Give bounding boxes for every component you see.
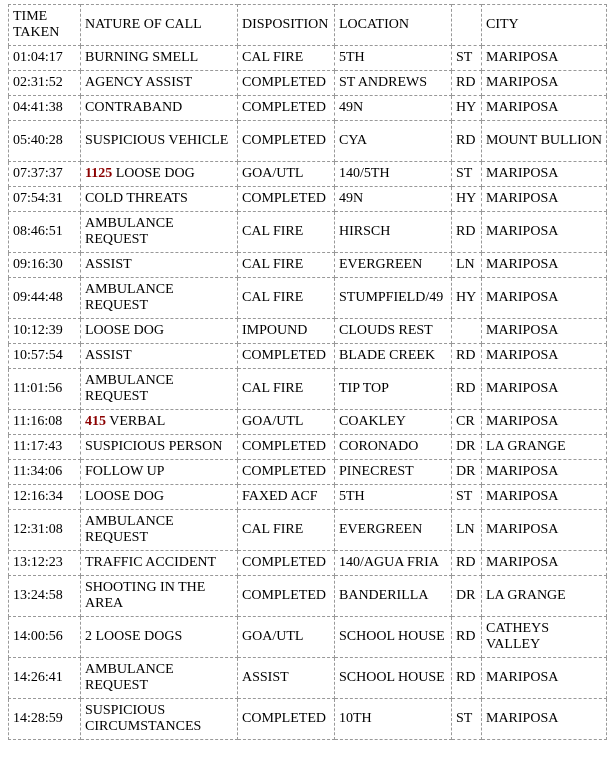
city-cell: MARIPOSA xyxy=(482,212,607,253)
suffix-cell: DR xyxy=(452,435,482,460)
city-cell: MARIPOSA xyxy=(482,319,607,344)
disposition-cell: CAL FIRE xyxy=(238,510,335,551)
nature-cell xyxy=(81,96,238,121)
nature-text: SHOOTING IN THE AREA xyxy=(85,580,206,611)
suffix-cell: ST xyxy=(452,699,482,740)
disposition-cell: IMPOUND xyxy=(238,319,335,344)
city-cell: MARIPOSA xyxy=(482,278,607,319)
location-cell: 5TH xyxy=(335,485,452,510)
time-cell: 14:00:56 xyxy=(9,617,81,658)
nature-text: AGENCY ASSIST xyxy=(85,75,193,90)
location-cell: CORONADO xyxy=(335,435,452,460)
column-header-city: CITY xyxy=(482,5,607,46)
nature-cell xyxy=(81,71,238,96)
nature-cell xyxy=(81,46,238,71)
location-cell: SCHOOL HOUSE xyxy=(335,658,452,699)
suffix-cell: ST xyxy=(452,46,482,71)
suffix-cell: CR xyxy=(452,410,482,435)
nature-text: LOOSE DOG xyxy=(85,489,164,504)
city-cell: MARIPOSA xyxy=(482,369,607,410)
suffix-cell: RD xyxy=(452,369,482,410)
city-cell: MARIPOSA xyxy=(482,485,607,510)
time-cell: 05:40:28 xyxy=(9,121,81,162)
disposition-cell: COMPLETED xyxy=(238,576,335,617)
time-cell: 14:26:41 xyxy=(9,658,81,699)
location-cell: 140/AGUA FRIA xyxy=(335,551,452,576)
city-cell: MARIPOSA xyxy=(482,162,607,187)
suffix-cell: RD xyxy=(452,617,482,658)
nature-cell xyxy=(81,485,238,510)
disposition-cell: GOA/UTL xyxy=(238,617,335,658)
nature-text: AMBULANCE REQUEST xyxy=(85,373,174,404)
table-row xyxy=(9,278,607,319)
city-cell: MARIPOSA xyxy=(482,96,607,121)
location-cell: BANDERILLA xyxy=(335,576,452,617)
disposition-cell: ASSIST xyxy=(238,658,335,699)
time-cell: 10:12:39 xyxy=(9,319,81,344)
location-cell: BLADE CREEK xyxy=(335,344,452,369)
location-cell: EVERGREEN xyxy=(335,253,452,278)
suffix-cell: DR xyxy=(452,576,482,617)
time-cell: 11:34:06 xyxy=(9,460,81,485)
header-row xyxy=(9,5,607,46)
call-log-table xyxy=(8,4,607,740)
city-cell: LA GRANGE xyxy=(482,435,607,460)
nature-text: LOOSE DOG xyxy=(115,166,195,181)
suffix-cell: RD xyxy=(452,212,482,253)
time-cell: 01:04:17 xyxy=(9,46,81,71)
disposition-cell: CAL FIRE xyxy=(238,253,335,278)
location-cell: 140/5TH xyxy=(335,162,452,187)
suffix-cell: HY xyxy=(452,278,482,319)
nature-cell xyxy=(81,551,238,576)
table-row xyxy=(9,319,607,344)
disposition-cell: CAL FIRE xyxy=(238,212,335,253)
suffix-cell: RD xyxy=(452,658,482,699)
city-cell: MARIPOSA xyxy=(482,253,607,278)
disposition-cell: CAL FIRE xyxy=(238,46,335,71)
time-cell: 10:57:54 xyxy=(9,344,81,369)
table-row xyxy=(9,46,607,71)
nature-cell xyxy=(81,121,238,162)
disposition-cell: COMPLETED xyxy=(238,435,335,460)
nature-cell xyxy=(81,187,238,212)
location-cell: 10TH xyxy=(335,699,452,740)
nature-cell xyxy=(81,253,238,278)
disposition-cell: CAL FIRE xyxy=(238,369,335,410)
nature-text: CONTRABAND xyxy=(85,100,183,115)
nature-cell xyxy=(81,344,238,369)
city-cell: MARIPOSA xyxy=(482,410,607,435)
time-cell: 11:17:43 xyxy=(9,435,81,460)
nature-cell xyxy=(81,319,238,344)
time-cell: 12:16:34 xyxy=(9,485,81,510)
disposition-cell: COMPLETED xyxy=(238,187,335,212)
time-cell: 14:28:59 xyxy=(9,699,81,740)
time-cell: 11:16:08 xyxy=(9,410,81,435)
table-row xyxy=(9,187,607,212)
suffix-cell: ST xyxy=(452,485,482,510)
table-row xyxy=(9,253,607,278)
disposition-cell: GOA/UTL xyxy=(238,162,335,187)
location-cell: STUMPFIELD/49 xyxy=(335,278,452,319)
nature-text: LOOSE DOG xyxy=(85,323,164,338)
location-cell: CYA xyxy=(335,121,452,162)
time-cell: 13:24:58 xyxy=(9,576,81,617)
column-header-nature: NATURE OF CALL xyxy=(81,5,238,46)
nature-text: ASSIST xyxy=(85,257,132,272)
city-cell: MARIPOSA xyxy=(482,46,607,71)
time-cell: 09:16:30 xyxy=(9,253,81,278)
nature-text: VERBAL xyxy=(109,414,166,429)
suffix-cell: RD xyxy=(452,551,482,576)
nature-text: AMBULANCE REQUEST xyxy=(85,662,174,693)
nature-text: FOLLOW UP xyxy=(85,464,165,479)
table-row xyxy=(9,551,607,576)
nature-text: 2 LOOSE DOGS xyxy=(85,629,183,644)
disposition-cell: CAL FIRE xyxy=(238,278,335,319)
table-row xyxy=(9,617,607,658)
nature-text: BURNING SMELL xyxy=(85,50,199,65)
column-header-location: LOCATION xyxy=(335,5,452,46)
time-cell: 13:12:23 xyxy=(9,551,81,576)
nature-cell xyxy=(81,658,238,699)
suffix-cell xyxy=(452,319,482,344)
disposition-cell: COMPLETED xyxy=(238,121,335,162)
suffix-cell: ST xyxy=(452,162,482,187)
location-cell: EVERGREEN xyxy=(335,510,452,551)
nature-text: AMBULANCE REQUEST xyxy=(85,282,174,313)
table-row xyxy=(9,460,607,485)
table-row xyxy=(9,71,607,96)
city-cell: MARIPOSA xyxy=(482,71,607,96)
city-cell: MARIPOSA xyxy=(482,510,607,551)
city-cell: MARIPOSA xyxy=(482,460,607,485)
nature-text: ASSIST xyxy=(85,348,132,363)
table-row xyxy=(9,576,607,617)
nature-cell xyxy=(81,162,238,187)
time-cell: 04:41:38 xyxy=(9,96,81,121)
column-header-disposition: DISPOSITION xyxy=(238,5,335,46)
location-cell: 5TH xyxy=(335,46,452,71)
location-cell: CLOUDS REST xyxy=(335,319,452,344)
city-cell: MARIPOSA xyxy=(482,658,607,699)
location-cell: COAKLEY xyxy=(335,410,452,435)
nature-text: COLD THREATS xyxy=(85,191,188,206)
disposition-cell: COMPLETED xyxy=(238,551,335,576)
suffix-cell: RD xyxy=(452,344,482,369)
time-cell: 08:46:51 xyxy=(9,212,81,253)
suffix-cell: DR xyxy=(452,460,482,485)
suffix-cell: HY xyxy=(452,187,482,212)
disposition-cell: COMPLETED xyxy=(238,96,335,121)
table-row xyxy=(9,410,607,435)
suffix-cell: HY xyxy=(452,96,482,121)
nature-text: TRAFFIC ACCIDENT xyxy=(85,555,217,570)
table-row xyxy=(9,510,607,551)
disposition-cell: GOA/UTL xyxy=(238,410,335,435)
table-row xyxy=(9,96,607,121)
nature-text: SUSPICIOUS CIRCUMSTANCES xyxy=(85,703,202,734)
column-header-time: TIME TAKEN xyxy=(9,5,81,46)
location-cell: ST ANDREWS xyxy=(335,71,452,96)
call-code: 415 xyxy=(85,414,106,429)
time-cell: 07:37:37 xyxy=(9,162,81,187)
nature-text: AMBULANCE REQUEST xyxy=(85,514,174,545)
call-log-body xyxy=(9,46,607,740)
table-row xyxy=(9,162,607,187)
location-cell: 49N xyxy=(335,187,452,212)
table-row xyxy=(9,344,607,369)
location-cell: PINECREST xyxy=(335,460,452,485)
table-row xyxy=(9,212,607,253)
table-row xyxy=(9,369,607,410)
time-cell: 09:44:48 xyxy=(9,278,81,319)
suffix-cell: RD xyxy=(452,121,482,162)
city-cell: MOUNT BULLION xyxy=(482,121,607,162)
time-cell: 12:31:08 xyxy=(9,510,81,551)
table-row xyxy=(9,658,607,699)
location-cell: TIP TOP xyxy=(335,369,452,410)
disposition-cell: COMPLETED xyxy=(238,699,335,740)
nature-cell xyxy=(81,699,238,740)
time-cell: 11:01:56 xyxy=(9,369,81,410)
disposition-cell: COMPLETED xyxy=(238,344,335,369)
nature-cell xyxy=(81,278,238,319)
city-cell: CATHEYS VALLEY xyxy=(482,617,607,658)
time-cell: 02:31:52 xyxy=(9,71,81,96)
city-cell: MARIPOSA xyxy=(482,699,607,740)
location-cell: HIRSCH xyxy=(335,212,452,253)
table-row xyxy=(9,435,607,460)
location-cell: 49N xyxy=(335,96,452,121)
disposition-cell: COMPLETED xyxy=(238,460,335,485)
table-row xyxy=(9,121,607,162)
nature-cell xyxy=(81,212,238,253)
nature-text: SUSPICIOUS PERSON xyxy=(85,439,223,454)
city-cell: MARIPOSA xyxy=(482,344,607,369)
location-cell: SCHOOL HOUSE xyxy=(335,617,452,658)
column-header-suffix xyxy=(452,5,482,46)
nature-cell xyxy=(81,435,238,460)
nature-cell xyxy=(81,460,238,485)
time-cell: 07:54:31 xyxy=(9,187,81,212)
suffix-cell: LN xyxy=(452,253,482,278)
table-row xyxy=(9,485,607,510)
city-cell: MARIPOSA xyxy=(482,551,607,576)
nature-text: SUSPICIOUS VEHICLE xyxy=(85,133,229,148)
nature-cell xyxy=(81,410,238,435)
nature-cell xyxy=(81,617,238,658)
disposition-cell: FAXED ACF xyxy=(238,485,335,510)
nature-cell xyxy=(81,369,238,410)
nature-cell xyxy=(81,510,238,551)
disposition-cell: COMPLETED xyxy=(238,71,335,96)
nature-text: AMBULANCE REQUEST xyxy=(85,216,174,247)
city-cell: LA GRANGE xyxy=(482,576,607,617)
nature-cell xyxy=(81,576,238,617)
suffix-cell: RD xyxy=(452,71,482,96)
city-cell: MARIPOSA xyxy=(482,187,607,212)
call-code: 1125 xyxy=(85,166,113,181)
suffix-cell: LN xyxy=(452,510,482,551)
table-row xyxy=(9,699,607,740)
